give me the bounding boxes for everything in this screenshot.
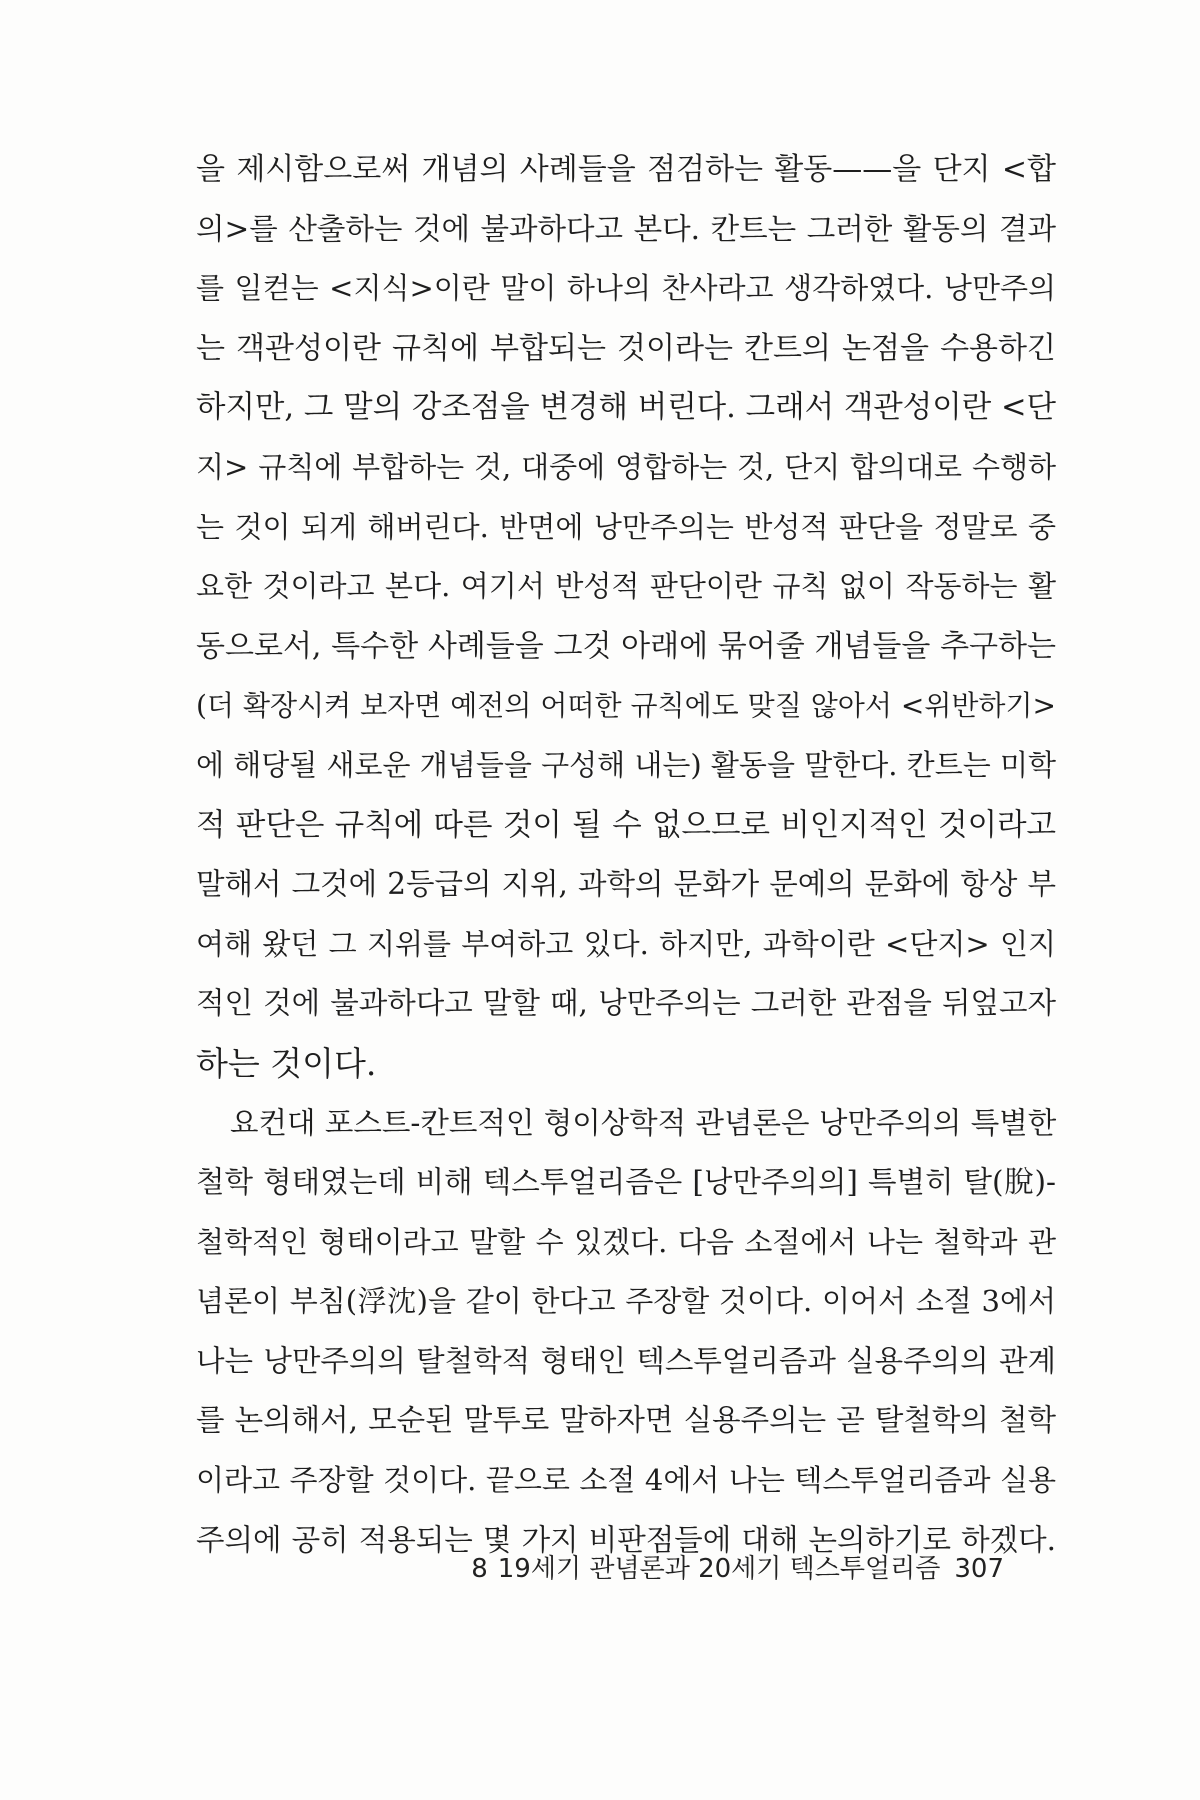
text-line: 하지만, 그 말의 강조점을 변경해 버린다. 그래서 객관성이란 <단 (196, 390, 1056, 426)
text-line: (더 확장시켜 보자면 예전의 어떠한 규칙에도 맞질 않아서 <위반하기> (196, 689, 1056, 723)
text-line: 철학적인 형태이라고 말할 수 있겠다. 다음 소절에서 나는 철학과 관 (196, 1224, 1056, 1259)
text-line: 적 판단은 규칙에 따른 것이 될 수 없으므로 비인지적인 것이라고 (196, 807, 1056, 843)
text-line: 요한 것이라고 본다. 여기서 반성적 판단이란 규칙 없이 작동하는 활 (196, 569, 1056, 604)
text-line: 말해서 그것에 2등급의 지위, 과학의 문화가 문예의 문화에 항상 부 (196, 867, 1056, 902)
text-line: 를 논의해서, 모순된 말투로 말하자면 실용주의는 곧 탈철학의 철학 (196, 1403, 1056, 1438)
page-number: 307 (954, 1554, 1004, 1584)
running-title: 19세기 관념론과 20세기 텍스투얼리즘 (497, 1554, 941, 1584)
text-line: 를 일컫는 <지식>이란 말이 하나의 찬사라고 생각하였다. 낭만주의 (196, 271, 1056, 306)
text-line: 요컨대 포스트-칸트적인 형이상학적 관념론은 낭만주의의 특별한 (230, 1105, 1057, 1140)
text-line: 는 것이 되게 해버린다. 반면에 낭만주의는 반성적 판단을 정말로 중 (196, 509, 1056, 544)
text-line: 하는 것이다. (196, 1043, 377, 1083)
text-line: 여해 왔던 그 지위를 부여하고 있다. 하지만, 과학이란 <단지> 인지 (196, 926, 1056, 961)
chapter-number: 8 (471, 1554, 488, 1584)
page-footer (0, 1548, 1004, 1585)
text-line: 적인 것에 불과하다고 말할 때, 낭만주의는 그러한 관점을 뒤엎고자 (196, 986, 1056, 1021)
text-line: 주의에 공히 적용되는 몇 가지 비판점들에 대해 논의하기로 하겠다. (196, 1522, 1056, 1557)
text-line: 동으로서, 특수한 사례들을 그것 아래에 묶어줄 개념들을 추구하는 (196, 628, 1056, 664)
text-line: 는 객관성이란 규칙에 부합되는 것이라는 칸트의 논점을 수용하긴 (196, 330, 1056, 366)
text-line: 이라고 주장할 것이다. 끝으로 소절 4에서 나는 텍스투얼리즘과 실용 (196, 1463, 1056, 1498)
text-line: 을 제시함으로써 개념의 사례들을 점검하는 활동——을 단지 <합 (196, 152, 1056, 187)
text-line: 나는 낭만주의의 탈철학적 형태인 텍스투얼리즘과 실용주의의 관계 (196, 1343, 1056, 1378)
body-text (196, 140, 1056, 1570)
text-line: 에 해당될 새로운 개념들을 구성해 내는) 활동을 말한다. 칸트는 미학 (196, 747, 1056, 782)
text-line: 의>를 산출하는 것에 불과하다고 본다. 칸트는 그러한 활동의 결과 (196, 211, 1056, 246)
text-line: 념론이 부침(浮沈)을 같이 한다고 주장할 것이다. 이어서 소절 3에서 (196, 1284, 1056, 1319)
text-line: 철학 형태였는데 비해 텍스투얼리즘은 [낭만주의의] 특별히 탈(脫)- (196, 1165, 1056, 1200)
text-line: 지> 규칙에 부합하는 것, 대중에 영합하는 것, 단지 합의대로 수행하 (196, 449, 1056, 484)
